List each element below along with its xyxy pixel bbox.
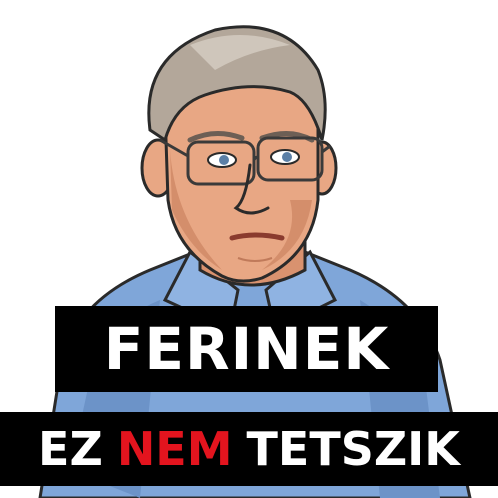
- caption-word-tetszik: TETSZIK: [246, 422, 460, 476]
- iris-left: [219, 155, 229, 165]
- caption-line-2: [0, 412, 498, 486]
- caption-word-ferinek: FERINEK: [103, 315, 390, 383]
- caption-word-ez: EZ: [38, 422, 103, 476]
- iris-right: [282, 152, 292, 162]
- caption-word-nem: NEM: [116, 422, 233, 476]
- caption-line-1: [55, 306, 438, 392]
